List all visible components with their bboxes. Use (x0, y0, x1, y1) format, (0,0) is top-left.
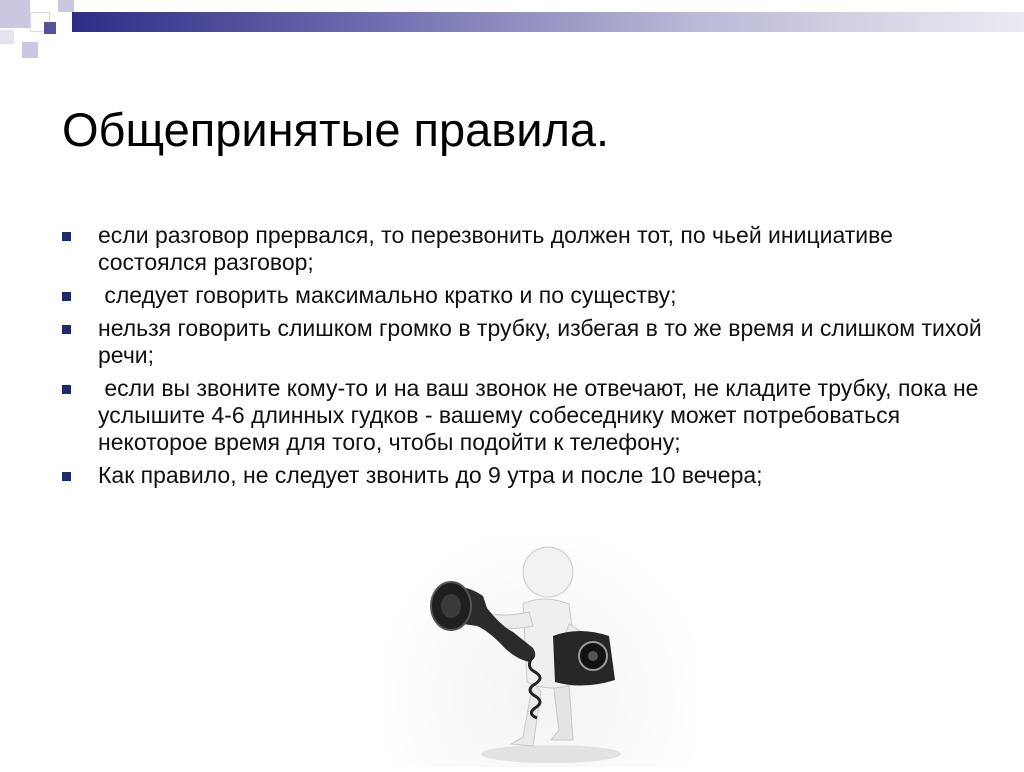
bullet-item (62, 282, 982, 309)
decor-square (0, 30, 14, 44)
decor-square (0, 0, 30, 28)
square-bullet-icon (62, 292, 71, 301)
header-gradient-bar (72, 12, 1024, 32)
bullet-list (62, 222, 985, 495)
bullet-text: если разговор прервался, то перезвонить должен тот, по чьей инициативе состоялся разговор; (98, 222, 893, 275)
bullet-item (62, 222, 982, 276)
slide-title: Общепринятые правила. (62, 103, 610, 156)
square-bullet-icon (62, 385, 71, 394)
bullet-text: следует говорить максимально кратко и по существу; (98, 282, 677, 308)
decor-square (44, 22, 56, 34)
bullet-text: если вы звоните кому-то и на ваш звонок не отвечают, не кладите трубку, пока не услышите 4-6 длинных гудков - вашему собеседнику может потребоваться некоторое время для того, чтобы подойти к телефону; (98, 375, 985, 455)
decor-square (22, 42, 38, 58)
bullet-text: Как правило, не следует звонить до 9 утра и после 10 вечера; (98, 462, 763, 488)
bullet-item (62, 315, 982, 369)
square-bullet-icon (62, 472, 71, 481)
square-bullet-icon (62, 325, 71, 334)
square-bullet-icon (62, 232, 71, 241)
bullet-item (62, 375, 985, 456)
bullet-item (62, 462, 982, 489)
bullet-text: нельзя говорить слишком громко в трубку, избегая в то же время и слишком тихой речи; (98, 315, 982, 368)
decor-square (58, 0, 74, 12)
person-with-telephone-image (383, 532, 699, 767)
person-with-telephone-icon (383, 532, 699, 767)
